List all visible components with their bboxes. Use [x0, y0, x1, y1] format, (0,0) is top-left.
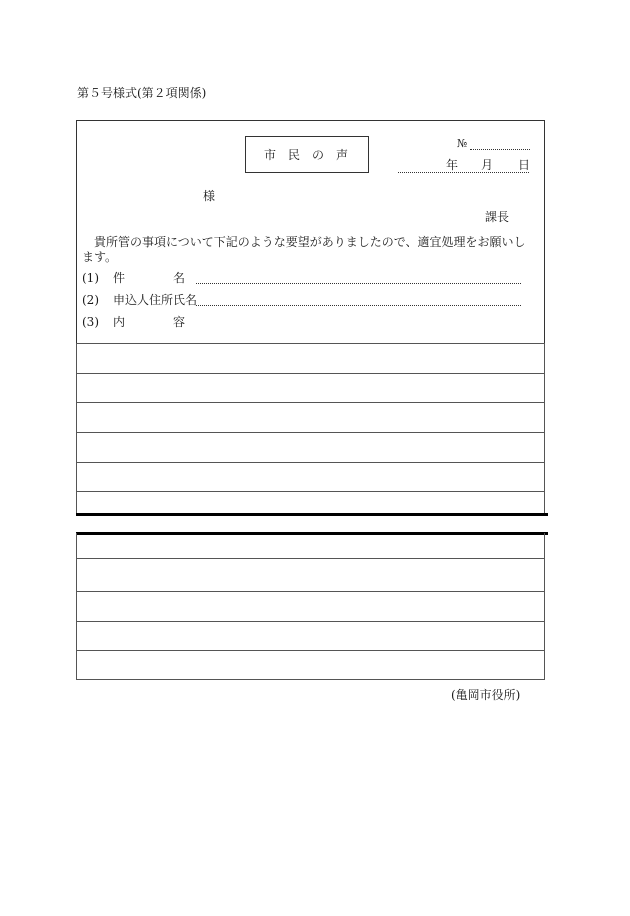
date-field[interactable]	[398, 172, 529, 173]
form-title: 市民の声	[245, 136, 369, 173]
request-text-line1: 貴所管の事項について下記のような要望がありましたので、適宜処理をお願いし	[94, 235, 526, 249]
ruled-line	[76, 402, 545, 403]
request-text-line2: ます。	[82, 250, 118, 264]
page-break-line-bottom	[76, 532, 548, 535]
number-label: №	[457, 137, 468, 150]
ruled-line	[76, 462, 545, 463]
issuer-label: (亀岡市役所)	[451, 688, 521, 702]
date-day-label: 日	[518, 158, 531, 172]
recipient-honorific: 様	[203, 189, 216, 203]
item-label-content: 内 容	[113, 315, 186, 329]
date-month-label: 月	[481, 158, 494, 172]
ruled-area-left-border	[76, 533, 77, 680]
ruled-line	[76, 491, 545, 492]
number-field[interactable]	[470, 149, 530, 150]
item-number-2: (2)	[82, 293, 99, 307]
ruled-area-right-border	[544, 343, 545, 515]
sender-title: 課長	[485, 210, 510, 224]
ruled-line	[76, 621, 545, 622]
ruled-line	[76, 591, 545, 592]
subject-field[interactable]	[196, 283, 521, 284]
form-number-label: 第５号様式(第２項関係)	[77, 86, 207, 100]
ruled-line	[76, 432, 545, 433]
ruled-line	[76, 373, 545, 374]
ruled-line	[76, 558, 545, 559]
ruled-line	[76, 343, 545, 344]
item-number-1: (1)	[82, 271, 99, 285]
date-year-label: 年	[446, 158, 459, 172]
page-break-line-top	[76, 513, 548, 516]
ruled-line	[76, 679, 545, 680]
item-label-subject: 件 名	[113, 271, 186, 285]
item-number-3: (3)	[82, 315, 99, 329]
ruled-area-right-border	[544, 533, 545, 680]
item-label-applicant: 申込人住所氏名	[113, 293, 198, 307]
applicant-field[interactable]	[196, 305, 521, 306]
ruled-line	[76, 650, 545, 651]
ruled-area-left-border	[76, 343, 77, 515]
